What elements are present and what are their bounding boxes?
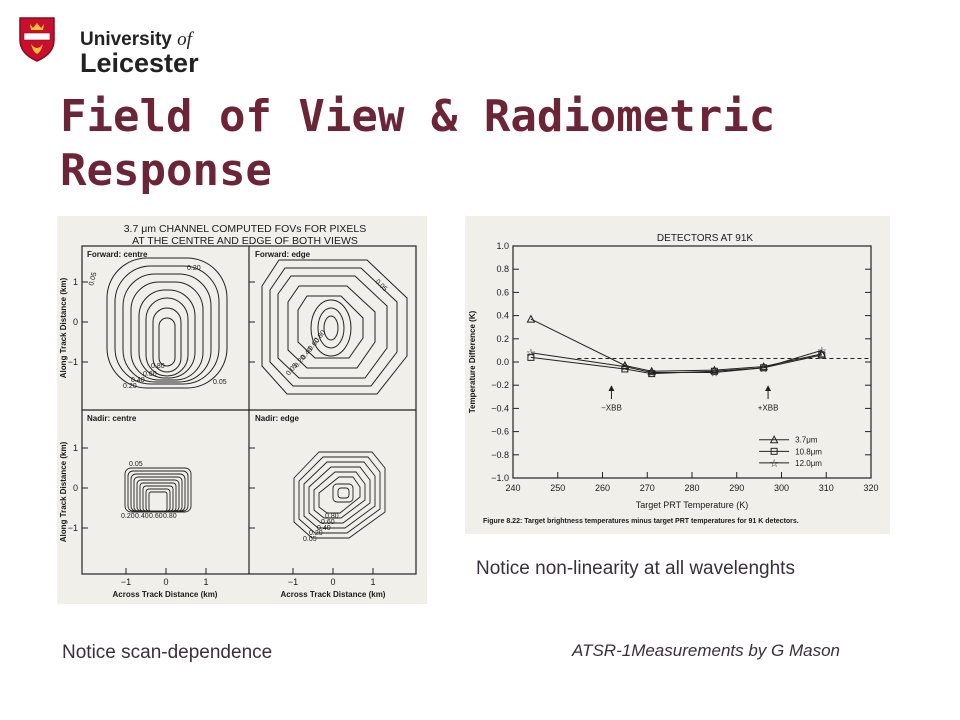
- y-tick-label: −0.6: [491, 426, 509, 437]
- university-name-line1: University: [80, 29, 172, 50]
- y-tick-label: −1.0: [491, 473, 509, 483]
- y-axis-label-top: Along Track Distance (km): [59, 277, 68, 379]
- contours-nadir-edge: [294, 452, 385, 538]
- x-tick-label: 0: [163, 577, 169, 587]
- annotation-label: +XBB: [757, 403, 779, 413]
- chart-caption: Figure 8.22: Target brightness temperatures minus target PRT temperatures for 91 K detectors.: [483, 518, 799, 525]
- x-tick-label: 260: [594, 483, 611, 493]
- x-tick-label: 320: [863, 483, 879, 493]
- contour-label: 0.40: [131, 377, 145, 384]
- panel-label-nadir-edge: Nadir: edge: [255, 414, 300, 423]
- annotation-label: −XBB: [601, 403, 622, 413]
- contour-label: 0.05: [88, 271, 99, 287]
- credit-line: ATSR-1Measurements by G Mason: [572, 641, 840, 660]
- panel-label-nadir-centre: Nadir: centre: [87, 414, 137, 423]
- caption-left: Notice scan-dependence: [62, 642, 273, 663]
- y-tick-label: 1: [72, 443, 78, 453]
- x-axis-label-right: Across Track Distance (km): [280, 590, 386, 599]
- data-point-star: ☆: [619, 361, 630, 374]
- fov-figure-title-line1: 3.7 μm CHANNEL COMPUTED FOVs FOR PIXELS: [123, 223, 367, 235]
- university-name-line2: Leicester: [80, 48, 199, 78]
- caption-right: Notice non-linearity at all wavelenghts: [476, 558, 795, 579]
- data-point-star: ☆: [758, 362, 769, 375]
- x-axis-label-left: Across Track Distance (km): [112, 590, 218, 599]
- y-tick-label: 0.6: [496, 287, 509, 298]
- data-point-star: ☆: [646, 367, 657, 380]
- x-tick-label: 1: [370, 577, 376, 587]
- university-logo: [18, 14, 218, 78]
- legend-label: 3.7μm: [795, 435, 818, 445]
- university-name-of: of: [177, 29, 192, 50]
- y-tick-label: 0.0: [496, 357, 509, 367]
- y-tick-label: 0.2: [496, 333, 509, 344]
- detector-chart-figure: [465, 216, 890, 534]
- contour-label: 0.20: [293, 354, 308, 370]
- contours-forward-edge: [262, 260, 407, 394]
- contour-label: 0.05: [213, 379, 227, 386]
- contour-label: 0.05: [373, 278, 389, 294]
- y-tick-label: 0: [72, 317, 78, 327]
- y-tick-label: −1: [67, 357, 78, 367]
- annotation-arrowhead: [765, 385, 771, 391]
- x-tick-label: 270: [639, 483, 655, 493]
- x-tick-label: −1: [120, 577, 132, 587]
- x-tick-label: −1: [287, 577, 299, 587]
- data-point-star: ☆: [709, 367, 720, 380]
- data-point-star: ☆: [769, 457, 780, 470]
- panel-label-forward-edge: Forward: edge: [255, 250, 311, 259]
- contour-label: 0.80: [325, 513, 339, 520]
- y-tick-label: −1: [67, 523, 78, 533]
- x-tick-label: 0: [330, 577, 336, 587]
- contours-nadir-centre: [125, 468, 191, 512]
- chart-title: DETECTORS AT 91K: [656, 233, 754, 244]
- contour-label: 0.40: [135, 513, 149, 520]
- contour-label: 0.60: [149, 513, 163, 520]
- series-line: [531, 350, 822, 372]
- contour-label: 0.05: [129, 461, 143, 468]
- x-tick-label: 300: [773, 483, 790, 493]
- data-point-star: ☆: [525, 347, 536, 360]
- y-tick-label: −0.2: [491, 380, 509, 391]
- x-tick-label: 280: [684, 483, 700, 493]
- slide-title: Field of View & Radiometric Response: [60, 91, 776, 196]
- contours-forward-centre: [107, 258, 227, 388]
- university-wordmark: [80, 30, 199, 77]
- contour-label: 0.05: [303, 536, 317, 543]
- x-axis: [505, 472, 878, 493]
- chart-y-axis-label: Temperature Difference (K): [468, 310, 477, 414]
- y-tick-label: 0.4: [496, 310, 509, 321]
- y-tick-label: 1: [72, 277, 78, 287]
- y-tick-label: 0.8: [496, 264, 509, 275]
- annotation-arrowhead: [608, 385, 614, 391]
- data-point-triangle: [527, 316, 534, 323]
- x-tick-label: 250: [550, 483, 566, 493]
- chart-series: [526, 316, 871, 380]
- contour-label: 0.20: [123, 383, 137, 390]
- contour-label: 0.20: [309, 530, 323, 537]
- fov-figure-title-line2: AT THE CENTRE AND EDGE OF BOTH VIEWS: [132, 235, 358, 247]
- x-tick-label: 240: [505, 483, 521, 493]
- y-tick-label: 0: [72, 483, 78, 493]
- fov-contour-figure: [57, 216, 427, 604]
- university-shield-icon: [18, 16, 56, 62]
- legend-label: 10.8μm: [795, 447, 822, 457]
- contour-label: 0.60: [307, 337, 322, 353]
- contour-label: 0.05: [285, 362, 300, 378]
- chart-annotations: [601, 385, 778, 413]
- series-triangle: [527, 316, 825, 375]
- y-tick-label: 1.0: [496, 241, 509, 251]
- y-tick-label: −0.4: [491, 403, 509, 414]
- panel-label-forward-centre: Forward: centre: [87, 250, 148, 259]
- y-axis-label-bottom: Along Track Distance (km): [59, 441, 68, 543]
- contour-label: 0.80: [163, 513, 177, 520]
- contour-label: 0.60: [143, 371, 157, 378]
- contour-label: 0.40: [317, 525, 331, 532]
- contour-label: 0.20: [187, 265, 201, 272]
- contour-label: 0.40: [300, 346, 315, 362]
- contour-label: 0.80: [313, 329, 328, 345]
- x-tick-label: 1: [203, 577, 209, 587]
- legend-label: 12.0μm: [795, 458, 822, 468]
- contour-label: 0.60: [321, 519, 335, 526]
- contour-label: 0.80: [151, 363, 165, 370]
- contour-label: 0.20: [121, 513, 135, 520]
- chart-legend: [759, 436, 822, 470]
- data-point-star: ☆: [816, 345, 827, 358]
- y-tick-label: −0.8: [491, 449, 509, 460]
- x-tick-label: 290: [729, 483, 745, 493]
- chart-x-axis-label: Target PRT Temperature (K): [635, 500, 749, 510]
- x-tick-label: 310: [818, 483, 834, 493]
